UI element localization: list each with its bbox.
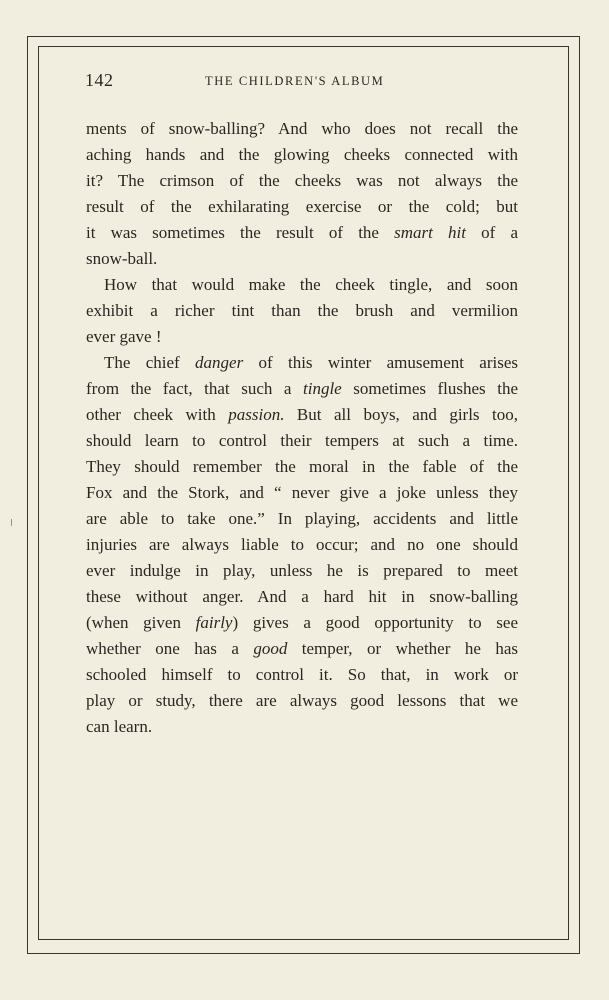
text-line: They should remember the moral in the fable of the [86,457,518,476]
text-segment: ) gives a good opportunity to see [232,613,518,632]
text-line: are able to take one.” In playing, accidents and little [86,509,518,528]
body-text [86,116,518,740]
page-number: 142 [85,70,114,90]
text-line: schooled himself to control it. So that, in work or [86,665,518,684]
italic-emphasis: smart hit [394,223,466,242]
text-line: snow-ball. [86,249,158,268]
text-segment: whether one has a [86,639,254,658]
text-segment: from the fact, that such a [86,379,303,398]
text-line: can learn. [86,717,153,736]
text-line [86,636,518,662]
text-line: result of the exhilarating exercise or the cold; but [86,197,518,216]
text-segment: it was sometimes the result of the [86,223,395,242]
text-line: ever gave ! [86,327,162,346]
running-title: THE CHILDREN'S ALBUM [205,74,385,88]
text-line [86,402,518,428]
text-line: play or study, there are always good lessons that we [86,691,518,710]
text-segment: (when given [86,613,196,632]
text-segment: of this winter amusement arises [243,353,519,372]
text-line: Fox and the Stork, and “ never give a joke unless they [86,483,518,502]
text-line [86,610,518,636]
text-line: should learn to control their tempers at such a time. [86,431,518,450]
text-line: it? The crimson of the cheeks was not always the [86,171,518,190]
text-line: injuries are always liable to occur; and no one should [86,535,518,554]
text-line [86,220,518,246]
italic-emphasis: danger [195,353,244,372]
text-line: exhibit a richer tint than the brush and vermilion [86,301,518,320]
text-line: ments of snow-balling? And who does not recall the [86,119,518,138]
margin-mark [11,519,12,526]
text-line: these without anger. And a hard hit in snow-balling [86,587,518,606]
text-segment: temper, or whether he has [287,639,518,658]
text-segment: of a [465,223,518,242]
text-segment: sometimes flushes the [341,379,518,398]
text-line: aching hands and the glowing cheeks connected with [86,145,518,164]
text-line [86,350,518,376]
italic-emphasis: passion. [228,405,285,424]
text-line [86,376,518,402]
text-segment: But all boys, and girls too, [284,405,518,424]
italic-emphasis: fairly [195,613,233,632]
text-line: How that would make the cheek tingle, and soon [104,275,518,294]
text-segment: The chief [104,353,196,372]
italic-emphasis: tingle [303,379,342,398]
text-segment: other cheek with [86,405,229,424]
text-line: ever indulge in play, unless he is prepared to meet [86,561,518,580]
page-header [85,70,521,94]
italic-emphasis: good [253,639,288,658]
